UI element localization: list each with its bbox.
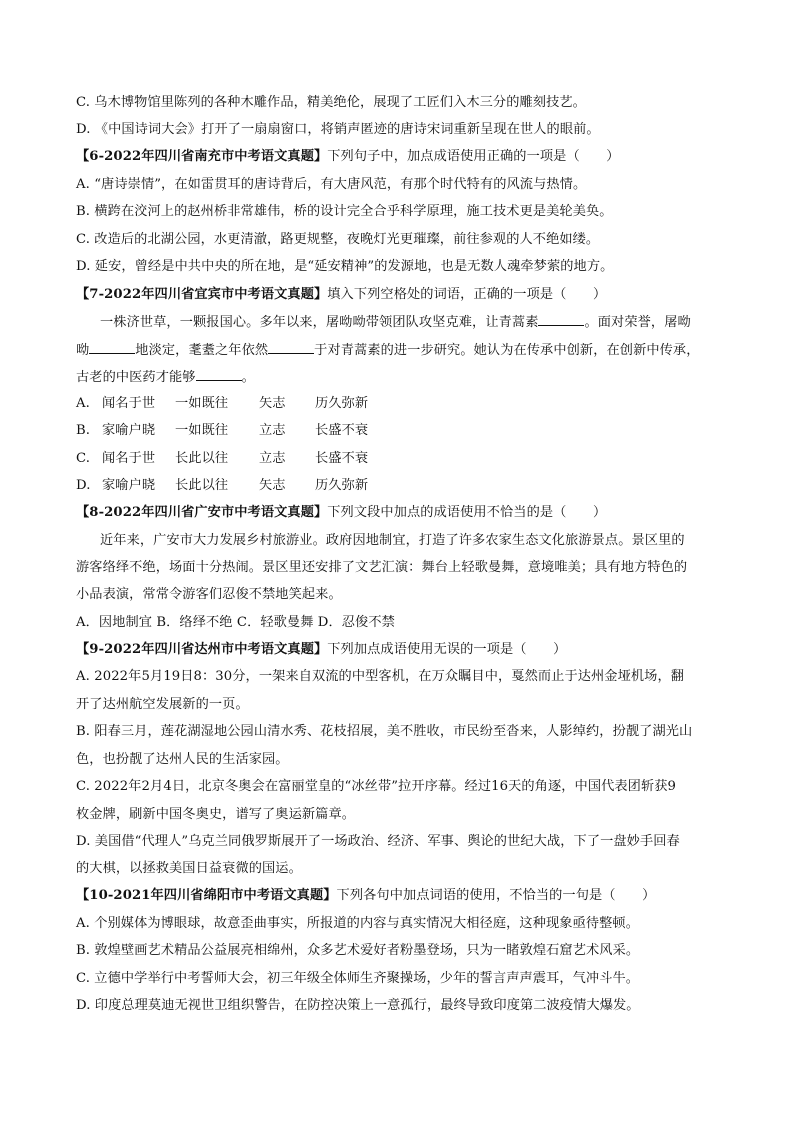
option-word: 长此以往: [175, 478, 229, 493]
q6-option-d: D. 延安，曾经是中共中央的所在地，是“延安精神”的发源地，也是无数人魂牵梦萦的地方。: [76, 259, 614, 274]
option-word: 一如既往: [175, 423, 229, 438]
option-word: 家喻户晓: [102, 478, 156, 493]
q9-option-b-line-1: B. 阳春三月，莲花湖湿地公园山清水秀、花枝招展，美不胜收，市民纷至沓来，人影绰约，扮靓了湖光山: [76, 724, 693, 739]
q7-option-a: [76, 395, 726, 413]
q8-options: A．因地制宜 B．络绎不绝 C．轻歌曼舞 D．忍俊不禁: [76, 615, 395, 630]
option-word: 立志: [259, 423, 286, 438]
option-label: D.: [76, 478, 91, 493]
q8-passage-line-2: 游客络绎不绝，场面十分热闹。景区里还安排了文艺汇演：舞台上轻歌曼舞，意境唯美；具有地方特色的: [76, 560, 688, 575]
q7-question: 填入下列空格处的词语，正确的一项是（ ）: [327, 287, 607, 302]
q6-option-c: C. 改造后的北湖公园，水更清澈，路更规整，夜晚灯光更璀璨，前往参观的人不绝如缕。: [76, 232, 600, 247]
q7-p1-a: 一株济世草，一颗报国心。多年以来，屠呦呦带领团队攻坚克难，让青蒿素: [100, 315, 539, 330]
option-word: 长盛不衰: [315, 423, 369, 438]
q8-question: 下列文段中加点的成语使用不恰当的是（ ）: [327, 505, 607, 520]
q6-option-a: A. “唐诗崇情”，在如雷贯耳的唐诗背后，有大唐风范，有那个时代特有的风流与热情。: [76, 177, 587, 192]
q7-blank-4: [196, 368, 242, 381]
q7-source: 【7-2022年四川省宜宾市中考语文真题】: [76, 287, 328, 302]
option-word: 立志: [259, 451, 286, 466]
q9-source: 【9-2022年四川省达州市中考语文真题】: [76, 642, 328, 657]
q5-option-c: C. 乌木博物馆里陈列的各种木雕作品，精美绝伦，展现了工匠们入木三分的雕刻技艺。: [76, 95, 586, 110]
q10-option-c: C. 立德中学举行中考誓师大会，初三年级全体师生齐聚操场，少年的誓言声声震耳，气冲斗牛。: [76, 971, 640, 986]
q6-heading: [76, 148, 726, 166]
q8-passage-line-3: 小品表演，常常令游客们忍俊不禁地笑起来。: [76, 587, 342, 602]
q9-question: 下列加点成语使用无误的一项是（ ）: [327, 642, 567, 657]
q6-option-b: B. 横跨在洨河上的赵州桥非常雄伟，桥的设计完全合乎科学原理，施工技术更是美轮美奂。: [76, 204, 613, 219]
q8-source: 【8-2022年四川省广安市中考语文真题】: [76, 505, 328, 520]
q10-source: 【10-2021年四川省绵阳市中考语文真题】: [76, 888, 337, 903]
q7-p2-b: 地淡定，耄耋之年依然: [135, 343, 269, 358]
option-word: 一如既往: [175, 396, 229, 411]
q6-source: 【6-2022年四川省南充市中考语文真题】: [76, 149, 328, 164]
option-word: 长此以往: [175, 451, 229, 466]
q7-p2-c: 于对青蒿素的进一步研究。她认为在传承中创新，在创新中传承，: [314, 343, 700, 358]
q6-question: 下列句子中，加点成语使用正确的一项是（ ）: [327, 149, 620, 164]
q7-blank-3: [268, 341, 314, 354]
option-word: 历久弥新: [315, 478, 369, 493]
q9-option-b-line-2: 色，也扮靓了达州人民的生活家园。: [76, 752, 289, 767]
option-label: C.: [76, 451, 91, 466]
option-word: 矢志: [259, 478, 286, 493]
q7-passage-line-1: [100, 313, 750, 332]
q10-option-d: D. 印度总理莫迪无视世卫组织警告，在防控决策上一意孤行，最终导致印度第二波疫情大爆发。: [76, 998, 640, 1013]
q9-option-d-line-2: 的大棋，以拯救美国日益衰微的国运。: [76, 861, 302, 876]
q7-p3-a: 古老的中医药才能够: [76, 370, 196, 385]
q7-option-d: [76, 477, 726, 495]
q9-option-a-line-1: A. 2022年5月19日8：30分，一架来自双流的中型客机，在万众瞩目中，戛然而止于达州金垭机场，翻: [76, 669, 685, 684]
q10-option-b: B. 敦煌壁画艺术精品公益展亮相绵州，众多艺术爱好者粉墨登场，只为一睹敦煌石窟艺术风采。: [76, 943, 640, 958]
q9-option-c-line-1: C. 2022年2月4日，北京冬奥会在富丽堂皇的“冰丝带”拉开序幕。经过16天的角逐，中国代表团斩获9: [76, 779, 677, 794]
q8-passage-line-1: 近年来，广安市大力发展乡村旅游业。政府因地制宜，打造了许多农家生态文化旅游景点。景区里的: [100, 533, 685, 548]
option-word: 矢志: [259, 396, 286, 411]
q9-option-c-line-2: 枚金牌，刷新中国冬奥史，谱写了奥运新篇章。: [76, 807, 356, 822]
q7-p3-b: 。: [241, 370, 255, 385]
q10-question: 下列各句中加点词语的使用，不恰当的一句是（ ）: [336, 888, 656, 903]
q9-heading: [76, 641, 726, 659]
option-word: 家喻户晓: [102, 423, 156, 438]
option-word: 闻名于世: [102, 396, 156, 411]
q7-heading: [76, 286, 726, 304]
q7-p2-a: 呦: [76, 343, 90, 358]
option-word: 长盛不衰: [315, 451, 369, 466]
q7-passage-line-2: [76, 341, 726, 360]
q7-blank-1: [538, 313, 584, 326]
q7-passage-line-3: [76, 368, 726, 387]
q10-heading: [76, 887, 726, 905]
q7-blank-2: [89, 341, 135, 354]
option-label: A.: [76, 396, 90, 411]
option-word: 历久弥新: [315, 396, 369, 411]
q5-option-d: D. 《中国诗词大会》打开了一扇扇窗口，将销声匿迹的唐诗宋词重新呈现在世人的眼前。: [76, 122, 600, 137]
option-label: B.: [76, 423, 91, 438]
option-word: 闻名于世: [102, 451, 156, 466]
q7-option-c: [76, 450, 726, 468]
q7-option-b: [76, 422, 726, 440]
q9-option-a-line-2: 开了达州航空发展新的一页。: [76, 697, 249, 712]
q10-option-a: A. 个别媒体为博眼球，故意歪曲事实，所报道的内容与真实情况大相径庭，这种现象亟待整顿。: [76, 916, 639, 931]
q9-option-d-line-1: D. 美国借“代理人”乌克兰同俄罗斯展开了一场政治、经济、军事、舆论的世纪大战，下了一盘妙手回春: [76, 834, 680, 849]
q7-p1-b: 。面对荣誉，屠呦: [584, 315, 691, 330]
q8-heading: [76, 504, 726, 522]
